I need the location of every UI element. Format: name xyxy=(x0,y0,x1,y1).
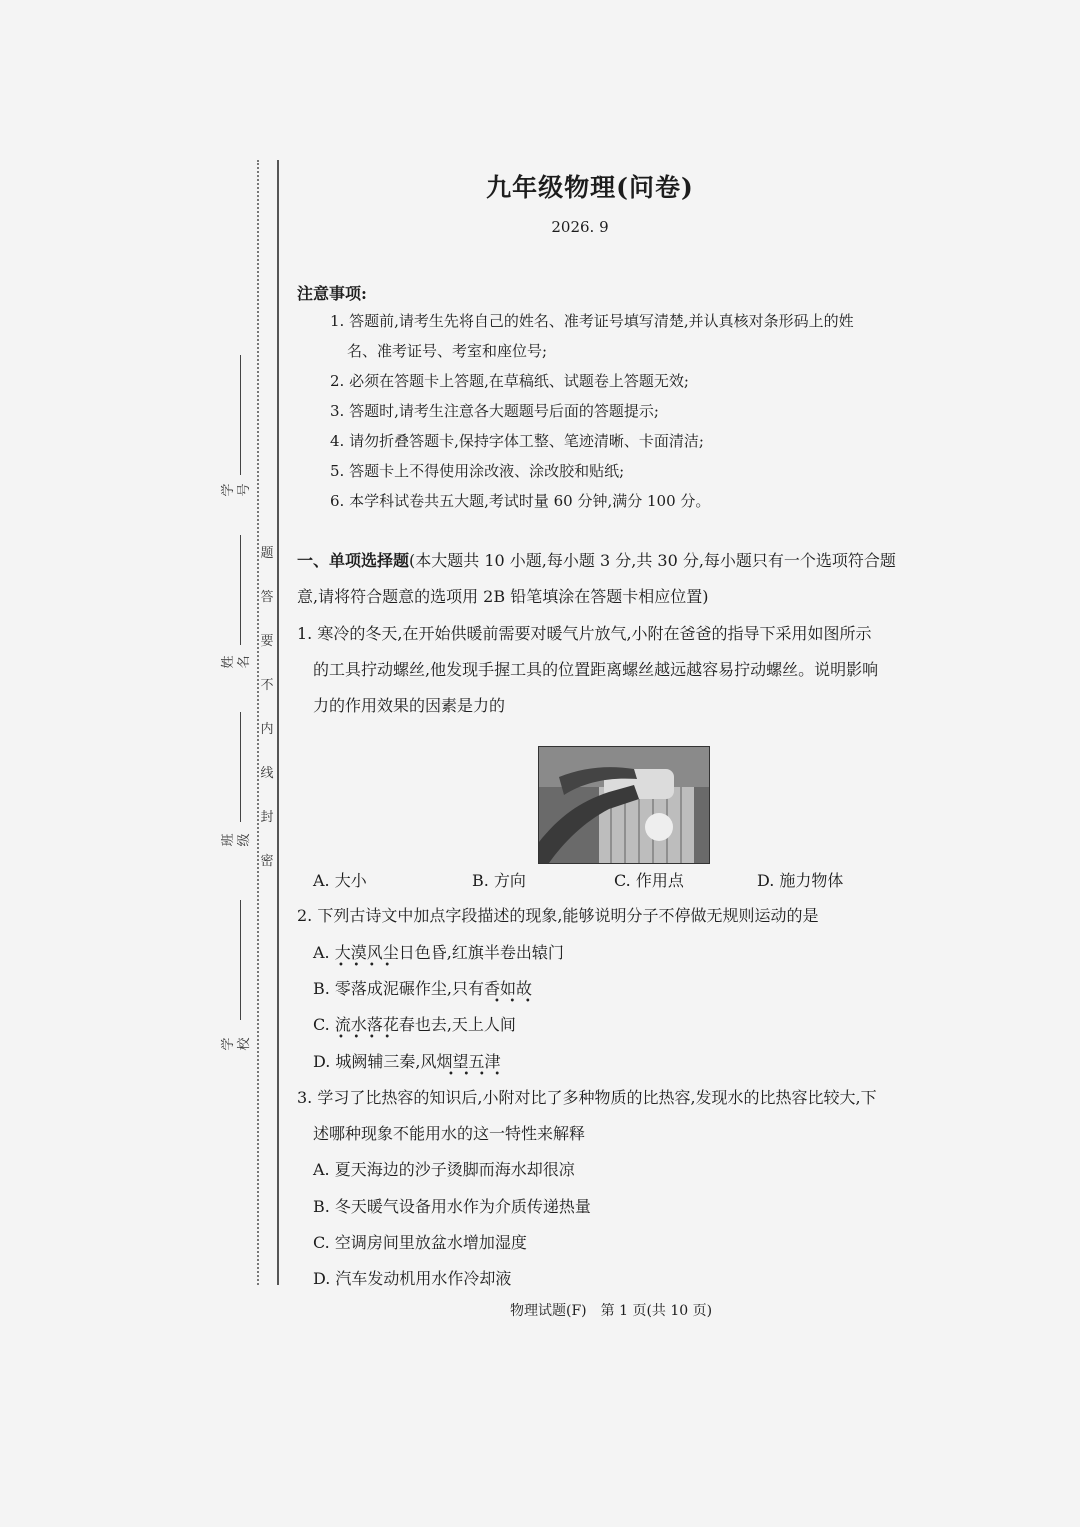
emphasis-dots: • • • xyxy=(494,996,531,1007)
emphasis-dots: • • • • xyxy=(448,1069,501,1080)
q1-option: C. 作用点 xyxy=(614,871,684,890)
q1-line: 的工具拧动螺丝,他发现手握工具的位置距离螺丝越远越容易拧动螺丝。说明影响 xyxy=(313,660,879,679)
exam-date: 2026. 9 xyxy=(551,218,609,236)
radiator-photo xyxy=(538,746,710,864)
note-item: 名、准考证号、考室和座位号; xyxy=(347,342,548,360)
name-label: 姓名 xyxy=(221,655,252,669)
emphasis-dots: • • • • xyxy=(338,960,391,971)
seal-char: 封 xyxy=(260,810,274,825)
q2-option: C. 流水落花春也去,天上人间 xyxy=(313,1015,516,1034)
q3-option: D. 汽车发动机用水作冷却液 xyxy=(313,1269,512,1288)
q2-option: D. 城阙辅三秦,风烟望五津 xyxy=(313,1052,501,1071)
school-label: 学校 xyxy=(221,1037,252,1051)
seal-char: 要 xyxy=(260,634,274,649)
emphasis-dots: • • • • xyxy=(338,1032,391,1043)
seal-char: 不 xyxy=(260,678,274,693)
q3-line: 3. 学习了比热容的知识后,小附对比了多种物质的比热容,发现水的比热容比较大,下 xyxy=(297,1088,877,1107)
class-line xyxy=(240,712,241,822)
q2-stem: 2. 下列古诗文中加点字段描述的现象,能够说明分子不停做无规则运动的是 xyxy=(297,906,819,925)
q1-option: D. 施力物体 xyxy=(757,871,844,890)
note-item: 1. 答题前,请考生先将自己的姓名、准考证号填写清楚,并认真核对条形码上的姓 xyxy=(330,312,854,330)
q2-option: A. 大漠风尘日色昏,红旗半卷出辕门 xyxy=(313,943,564,962)
binding-solid-line xyxy=(277,160,279,1285)
q3-line: 述哪种现象不能用水的这一特性来解释 xyxy=(313,1124,586,1143)
q3-option: C. 空调房间里放盆水增加湿度 xyxy=(313,1233,527,1252)
seal-char: 题 xyxy=(260,546,274,561)
note-item: 2. 必须在答题卡上答题,在草稿纸、试题卷上答题无效; xyxy=(330,372,689,390)
school-line xyxy=(240,900,241,1020)
q3-option: B. 冬天暖气设备用水作为介质传递热量 xyxy=(313,1197,591,1216)
note-item: 6. 本学科试卷共五大题,考试时量 60 分钟,满分 100 分。 xyxy=(330,492,711,510)
note-item: 3. 答题时,请考生注意各大题题号后面的答题提示; xyxy=(330,402,659,420)
seal-char: 答 xyxy=(260,590,274,605)
section1-heading: 一、单项选择题 xyxy=(297,551,410,570)
note-item: 4. 请勿折叠答题卡,保持字体工整、笔迹清晰、卡面清洁; xyxy=(330,432,704,450)
page-footer: 物理试题(F) 第 1 页(共 10 页) xyxy=(510,1303,713,1319)
exam-title: 九年级物理(问卷) xyxy=(486,173,694,202)
note-item: 5. 答题卡上不得使用涂改液、涂改胶和贴纸; xyxy=(330,462,625,480)
q1-line: 1. 寒冷的冬天,在开始供暖前需要对暖气片放气,小附在爸爸的指导下采用如图所示 xyxy=(297,624,872,643)
q1-option: B. 方向 xyxy=(472,871,526,890)
q1-line: 力的作用效果的因素是力的 xyxy=(313,696,506,715)
student-no-label: 学号 xyxy=(221,483,252,497)
section1-desc: (本大题共 10 小题,每小题 3 分,共 30 分,每小题只有一个选项符合题 xyxy=(409,551,896,570)
section1-line1 xyxy=(297,543,896,579)
class-label: 班级 xyxy=(221,833,252,847)
q2-option: B. 零落成泥碾作尘,只有香如故 xyxy=(313,979,533,998)
notes-heading: 注意事项: xyxy=(297,284,367,303)
seal-char: 线 xyxy=(260,766,274,781)
seal-char: 密 xyxy=(260,854,274,869)
q3-option: A. 夏天海边的沙子烫脚而海水却很凉 xyxy=(313,1160,575,1179)
section1-desc2: 意,请将符合题意的选项用 2B 铅笔填涂在答题卡相应位置) xyxy=(297,587,709,606)
q1-option: A. 大小 xyxy=(313,871,367,890)
seal-char: 内 xyxy=(260,722,274,737)
name-line xyxy=(240,535,241,645)
student-no-line xyxy=(240,355,241,475)
